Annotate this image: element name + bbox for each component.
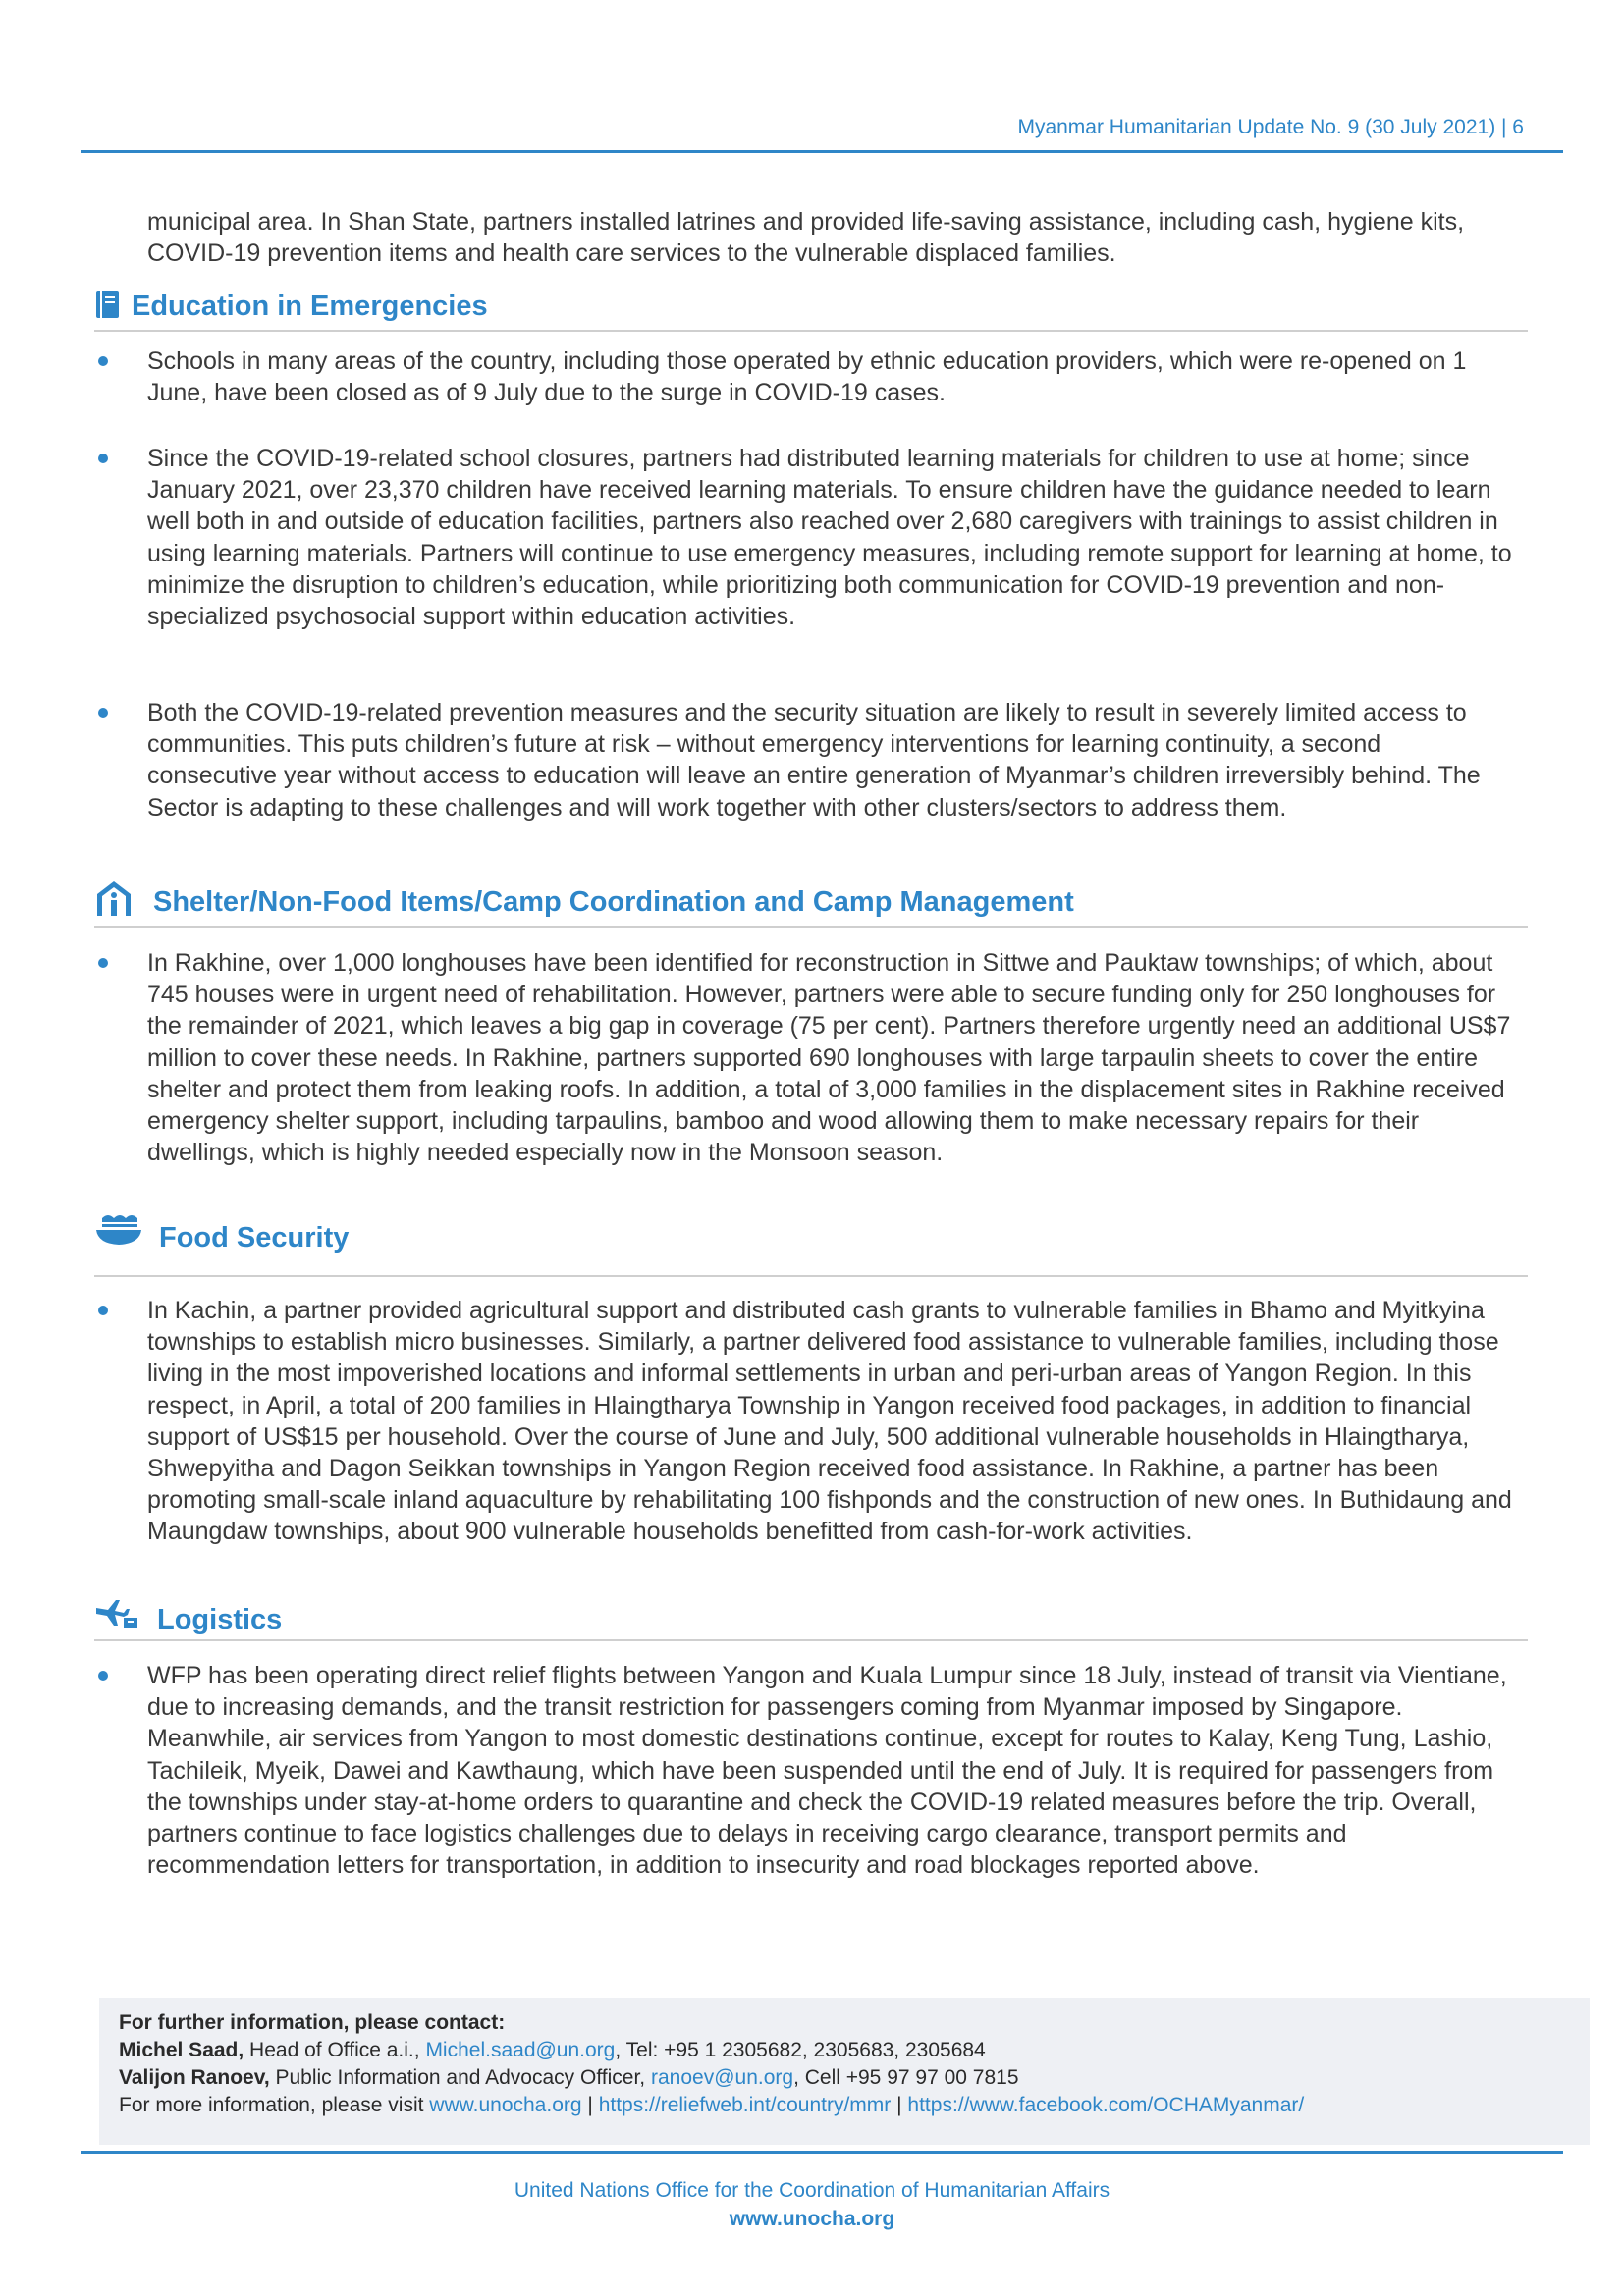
section-logistics-header — [94, 1596, 1528, 1639]
book-icon — [94, 289, 122, 320]
education-bullet-1: Schools in many areas of the country, including those operated by ethnic education providers, which were re-opened on 1 June, have been closed as of 9 July due to the surge in COVID-19 cases. — [147, 347, 1467, 407]
contact-box — [99, 1998, 1590, 2145]
footer-organization: United Nations Office for the Coordination of Humanitarian Affairs — [514, 2179, 1110, 2202]
unocha-link[interactable]: www.unocha.org — [429, 2094, 582, 2116]
bullet-marker — [98, 1306, 108, 1315]
education-bullet-3: Both the COVID-19-related prevention measures and the security situation are likely to result in severely limited access to communities. This puts children’s future at risk – without emergency interventions for learning continuity, a second consecutive year without access to education will leave an entire generation of Myanmar’s children irreversibly behind. The Sector is adapting to these challenges and will work together with other clusters/sectors to address them. — [147, 699, 1481, 822]
link-separator: | — [891, 2094, 908, 2116]
header-rule — [81, 150, 1563, 153]
contact-person-2-name: Valijon Ranoev, — [119, 2066, 270, 2089]
contact-person-1-name: Michel Saad, — [119, 2039, 244, 2061]
bullet-marker — [98, 1671, 108, 1681]
bullet-marker — [98, 958, 108, 968]
bullet-marker — [98, 454, 108, 463]
intro-paragraph: municipal area. In Shan State, partners installed latrines and provided life-saving assistance, including cash, hygiene kits, COVID-19 prevention items and health care services to the vulnerable displaced families. — [147, 208, 1465, 268]
contact-person-1-email[interactable]: Michel.saad@un.org — [425, 2039, 616, 2061]
contact-person-1-role: Head of Office a.i., — [244, 2039, 426, 2061]
section-food-rule — [94, 1275, 1528, 1277]
shelter-icon — [94, 879, 134, 918]
logistics-bullet-1: WFP has been operating direct relief flights between Yangon and Kuala Lumpur since 18 July, instead of transit via Vientiane, due to increasing demands, and the transit restriction for passengers coming from Myanmar imposed by Singapore. Meanwhile, air services from Yangon to most domestic destinations continue, except for routes to Kalay, Keng Tung, Lashio, Tachileik, Myeik, Dawei and Kawthaung, which have been suspended until the end of July. It is required for passengers from the townships under stay-at-home orders to quarantine and check the COVID-19 related measures before the trip. Overall, partners continue to face logistics challenges due to delays in receiving cargo clearance, transport permits and recommendation letters for transportation, in addition to insecurity and road blockages reported above. — [147, 1662, 1507, 1880]
contact-person-1-tel: , Tel: +95 1 2305682, 2305683, 2305684 — [615, 2039, 986, 2061]
contact-person-1 — [119, 2039, 986, 2062]
bullet-marker — [98, 708, 108, 718]
section-logistics-rule — [94, 1639, 1528, 1641]
reliefweb-link[interactable]: https://reliefweb.int/country/mmr — [598, 2094, 892, 2116]
section-food-title: Food Security — [159, 1222, 350, 1254]
more-info-prefix: For more information, please visit — [119, 2094, 430, 2116]
section-education-title: Education in Emergencies — [132, 291, 488, 322]
contact-more-info — [119, 2094, 1304, 2117]
footer-website-link[interactable]: www.unocha.org — [729, 2208, 895, 2230]
shelter-bullet-1: In Rakhine, over 1,000 longhouses have been identified for reconstruction in Sittwe and Pauktaw townships; of which, about 745 houses were in urgent need of rehabilitation. However, partners were able to secure funding only for 250 longhouses for the remainder of 2021, which leaves a big gap in coverage (75 per cent). Partners therefore urgently need an additional US$7 million to cover these needs. In Rakhine, partners supported 690 longhouses with large tarpaulin sheets to cover the entire shelter and protect them from leaking roofs. In addition, a total of 3,000 families in the displacement sites in Rakhine received emergency shelter support, including tarpaulins, bamboo and wood allowing them to make necessary repairs for their dwellings, which is highly needed especially now in the Monsoon season. — [147, 949, 1511, 1167]
contact-person-2-role: Public Information and Advocacy Officer, — [269, 2066, 651, 2089]
food-bullet-1: In Kachin, a partner provided agricultural support and distributed cash grants to vulnerable families in Bhamo and Myitkyina townships to establish micro businesses. Similarly, a partner delivered food assistance to vulnerable families, including those living in the most impoverished locations and informal settlements in urban and peri-urban areas of Yangon Region. In this respect, in April, a total of 200 families in Hlaingtharya Township in Yangon received food packages, in addition to financial support of US$15 per household. Over the course of June and July, 500 additional vulnerable households in Hlaingtharya, Shwepyitha and Dagon Seikkan townships in Yangon Region received food assistance. In Rakhine, a partner has been promoting small-scale inland aquaculture by rehabilitating 100 fishponds and the construction of new ones. In Buthidaung and Maungdaw townships, about 900 vulnerable households benefitted from cash-for-work activities. — [147, 1297, 1512, 1546]
bullet-marker — [98, 356, 108, 366]
section-education-header — [94, 289, 1528, 332]
food-bowl-icon — [94, 1212, 143, 1248]
section-shelter-header — [94, 879, 1528, 922]
logistics-icon — [94, 1596, 139, 1629]
header-title: Myanmar Humanitarian Update No. 9 (30 July 2021) | 6 — [1017, 116, 1524, 138]
contact-person-2-tel: , Cell +95 97 97 00 7815 — [793, 2066, 1019, 2089]
section-shelter-title: Shelter/Non-Food Items/Camp Coordination and Camp Management — [153, 886, 1074, 918]
link-separator: | — [581, 2094, 599, 2116]
section-shelter-rule — [94, 926, 1528, 928]
footer-rule — [81, 2151, 1563, 2154]
contact-heading: For further information, please contact: — [119, 2011, 506, 2034]
section-education-rule — [94, 330, 1528, 332]
contact-person-2-email[interactable]: ranoev@un.org — [650, 2066, 794, 2089]
education-bullet-2: Since the COVID-19-related school closures, partners had distributed learning materials for children to use at home; since January 2021, over 23,370 children have received learning materials. To ensure children have the guidance needed to learn well both in and outside of education facilities, partners also reached over 2,680 caregivers with trainings to assist children in using learning materials. Partners will continue to use emergency measures, including remote support for learning at home, to minimize the disruption to children’s education, while prioritizing both communication for COVID-19 prevention and non-specialized psychosocial support within education activities. — [147, 445, 1512, 631]
section-food-header — [94, 1212, 1528, 1255]
facebook-link[interactable]: https://www.facebook.com/OCHAMyanmar/ — [907, 2094, 1305, 2116]
section-logistics-title: Logistics — [157, 1604, 283, 1635]
contact-person-2 — [119, 2066, 1019, 2090]
